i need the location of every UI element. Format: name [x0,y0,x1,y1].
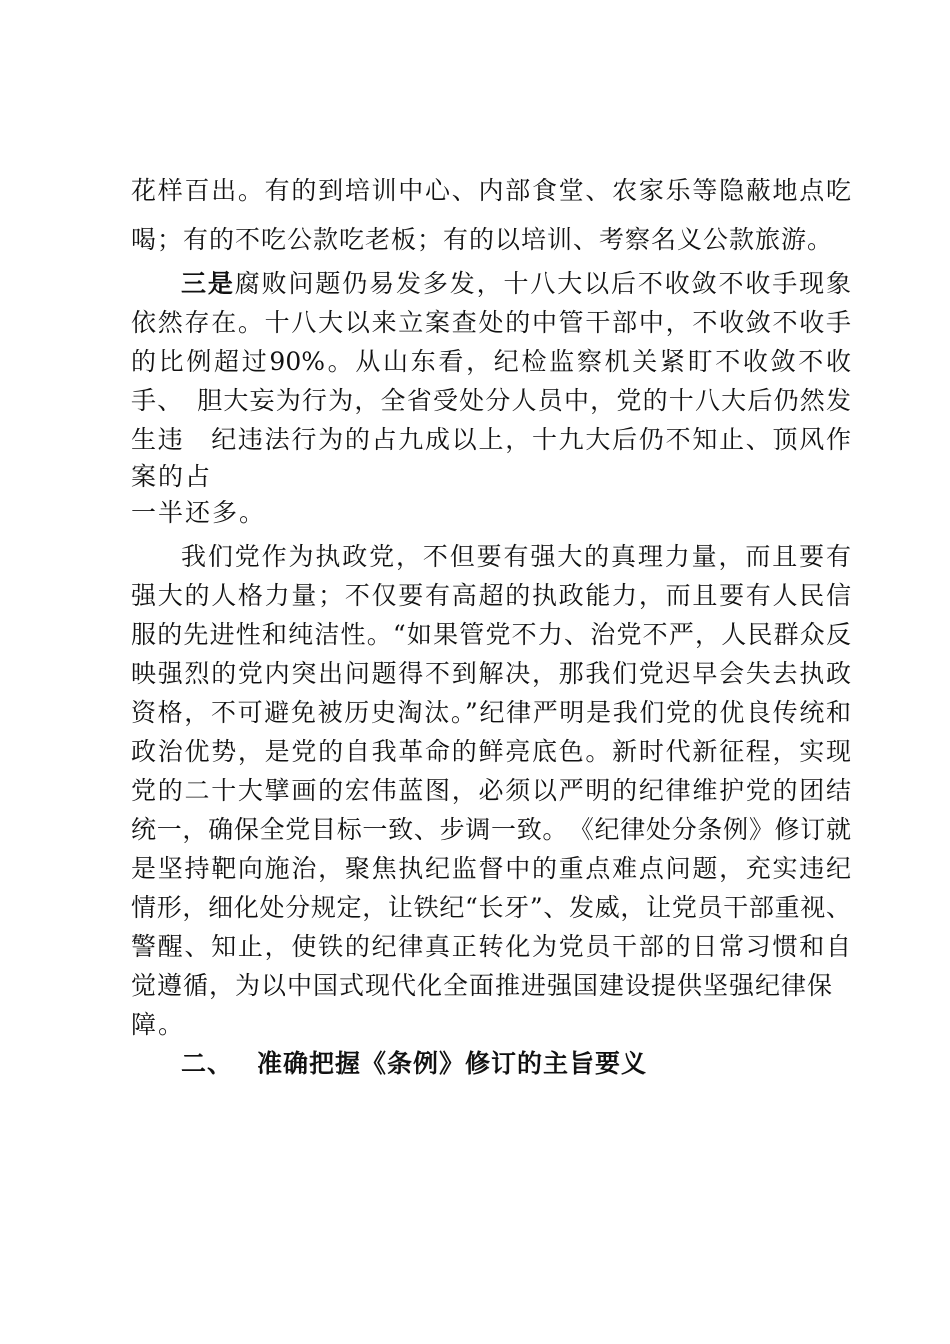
paragraph-2-line-3: 的比例超过90%。从山东看，纪检监察机关紧盯不收敛不收 [131,347,851,376]
paragraph-3-line-3: 服的先进性和纯洁性。“如果管党不力、治党不严，人民群众反 [131,620,851,649]
paragraph-3-line-13: 障。 [131,1010,186,1039]
paragraph-1-line-2: 喝；有的不吃公款吃老板；有的以培训、考察名义公款旅游。 [131,225,834,254]
section-heading [181,1048,647,1080]
paragraph-1-line-1: 花样百出。有的到培训中心、内部食堂、农家乐等隐蔽地点吃 [131,176,851,205]
paragraph-2-line-7: 一半还多。 [131,498,267,527]
paragraph-3-line-11: 警醒、知止，使铁的纪律真正转化为党员干部的日常习惯和自 [131,932,851,961]
paragraph-2-line-4: 手、 胆大妄为行为，全省受处分人员中，党的十八大后仍然发 [131,386,851,415]
section-heading-title: 准确把握《条例》修订的主旨要义 [257,1049,648,1078]
paragraph-2-line-1 [181,268,851,300]
paragraph-2-line-2: 依然存在。十八大以来立案查处的中管干部中，不收敛不收手 [131,308,851,337]
paragraph-3-line-5: 资格，不可避免被历史淘汰。”纪律严明是我们党的优良传统和 [131,698,851,727]
paragraph-2-line-5: 生违 纪违法行为的占九成以上，十九大后仍不知止、顶风作 [131,425,851,454]
paragraph-3-line-7: 党的二十大擘画的宏伟蓝图，必须以严明的纪律维护党的团结 [131,776,851,805]
paragraph-2-lead: 三是 [181,269,235,298]
paragraph-3-line-10: 情形，细化处分规定，让铁纪“长牙”、发威，让党员干部重视、 [131,893,851,922]
paragraph-2-line-6: 案的占 [131,462,213,491]
paragraph-3-line-1: 我们党作为执政党，不但要有强大的真理力量，而且要有 [181,542,851,571]
paragraph-3-line-2: 强大的人格力量；不仅要有高超的执政能力，而且要有人民信 [131,581,851,610]
paragraph-3-line-9: 是坚持靶向施治，聚焦执纪监督中的重点难点问题，充实违纪 [131,854,851,883]
paragraph-2-line-1-rest: 腐败问题仍易发多发，十八大以后不收敛不收手现象 [234,269,851,298]
paragraph-3-line-8: 统一，确保全党目标一致、步调一致。 《纪律处分条例》修订就 [131,815,851,844]
paragraph-3-line-12: 觉遵循，为以中国式现代化全面推进强国建设提供坚强纪律保 [131,971,834,1000]
section-heading-number: 二、 [181,1049,234,1078]
paragraph-3-line-6: 政治优势，是党的自我革命的鲜亮底色。新时代新征程，实现 [131,737,851,766]
paragraph-3-line-4: 映强烈的党内突出问题得不到解决，那我们党迟早会失去执政 [131,659,851,688]
